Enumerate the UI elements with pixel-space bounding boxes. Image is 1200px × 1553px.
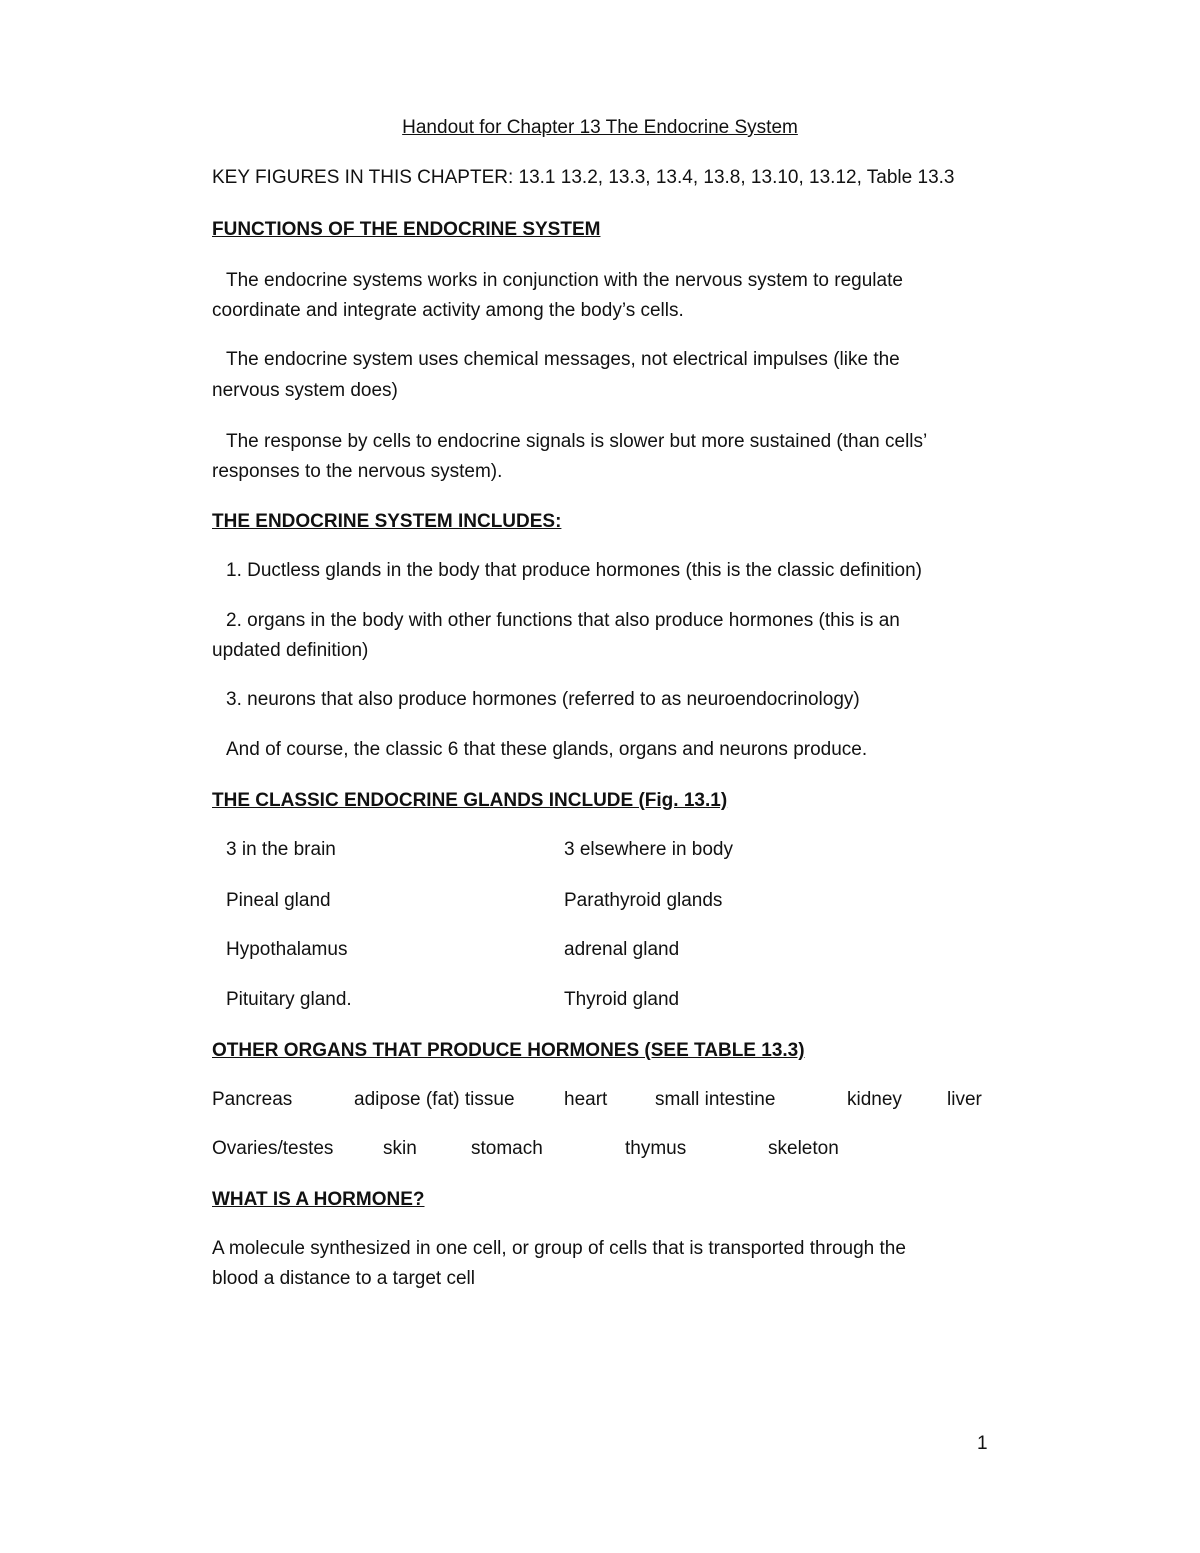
functions-p3-line1: The response by cells to endocrine signals is slower but more sustained (than cells’ <box>226 431 928 452</box>
includes-heading: THE ENDOCRINE SYSTEM INCLUDES: <box>212 511 562 532</box>
organ-skin: skin <box>383 1138 417 1159</box>
brain-glands-header: 3 in the brain <box>226 839 336 860</box>
includes-item-3: 3. neurons that also produce hormones (referred to as neuroendocrinology) <box>226 689 860 710</box>
page-number: 1 <box>977 1433 988 1454</box>
classic-glands-heading: THE CLASSIC ENDOCRINE GLANDS INCLUDE (Fig. 13.1) <box>212 790 728 811</box>
includes-closing: And of course, the classic 6 that these glands, organs and neurons produce. <box>226 739 868 760</box>
gland-left-2: Hypothalamus <box>226 939 348 960</box>
organ-liver: liver <box>947 1089 982 1110</box>
includes-item-1: 1. Ductless glands in the body that produce hormones (this is the classic definition) <box>226 560 922 581</box>
gland-left-1: Pineal gland <box>226 890 331 911</box>
includes-item-2-line2: updated definition) <box>212 640 369 661</box>
organ-kidney: kidney <box>847 1089 902 1110</box>
functions-heading: FUNCTIONS OF THE ENDOCRINE SYSTEM <box>212 219 601 240</box>
organ-heart: heart <box>564 1089 608 1110</box>
hormone-heading: WHAT IS A HORMONE? <box>212 1189 425 1210</box>
functions-p3-line2: responses to the nervous system). <box>212 461 503 482</box>
includes-item-2-line1: 2. organs in the body with other functions that also produce hormones (this is an <box>226 610 900 631</box>
organ-small-intestine: small intestine <box>655 1089 776 1110</box>
functions-p2-line1: The endocrine system uses chemical messages, not electrical impulses (like the <box>226 349 900 370</box>
organ-adipose: adipose (fat) tissue <box>354 1089 515 1110</box>
gland-right-1: Parathyroid glands <box>564 890 723 911</box>
body-glands-header: 3 elsewhere in body <box>564 839 733 860</box>
functions-p1-line2: coordinate and integrate activity among the body’s cells. <box>212 300 684 321</box>
organ-pancreas: Pancreas <box>212 1089 293 1110</box>
gland-left-3: Pituitary gland. <box>226 989 352 1010</box>
organ-ovaries-testes: Ovaries/testes <box>212 1138 334 1159</box>
gland-right-3: Thyroid gland <box>564 989 680 1010</box>
document-title: Handout for Chapter 13 The Endocrine System <box>402 117 798 138</box>
organ-stomach: stomach <box>471 1138 543 1159</box>
organ-thymus: thymus <box>625 1138 687 1159</box>
other-organs-heading: OTHER ORGANS THAT PRODUCE HORMONES (SEE TABLE 13.3) <box>212 1040 805 1061</box>
key-figures-line: KEY FIGURES IN THIS CHAPTER: 13.1 13.2, 13.3, 13.4, 13.8, 13.10, 13.12, Table 13.3 <box>212 167 955 188</box>
organ-skeleton: skeleton <box>768 1138 839 1159</box>
hormone-definition-line1: A molecule synthesized in one cell, or group of cells that is transported through the <box>212 1238 906 1259</box>
gland-right-2: adrenal gland <box>564 939 680 960</box>
hormone-definition-line2: blood a distance to a target cell <box>212 1268 476 1289</box>
functions-p2-line2: nervous system does) <box>212 380 398 401</box>
functions-p1-line1: The endocrine systems works in conjunction with the nervous system to regulate <box>226 270 903 291</box>
